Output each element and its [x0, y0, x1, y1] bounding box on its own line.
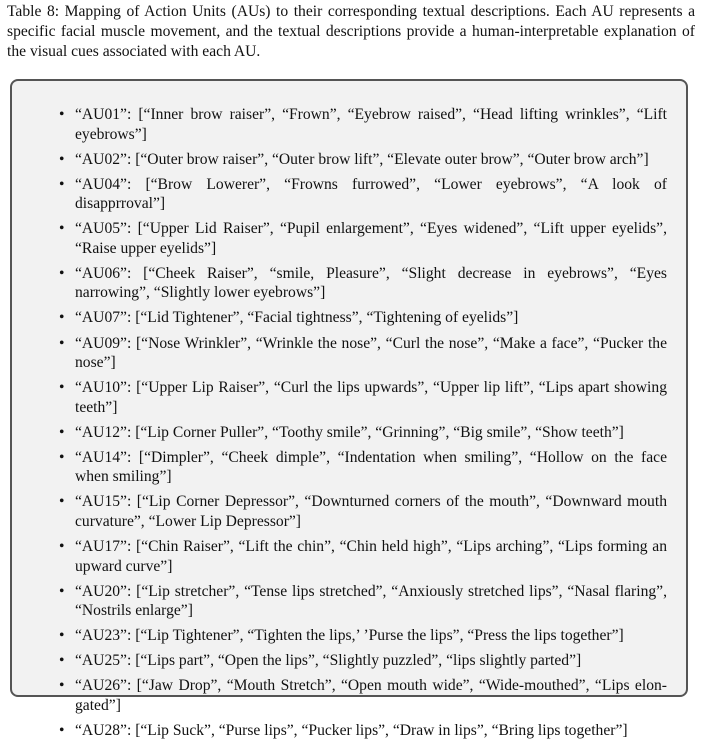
bullet-icon: •	[59, 538, 65, 556]
bullet-icon: •	[59, 582, 65, 600]
list-item	[59, 150, 667, 170]
list-item	[59, 219, 667, 258]
bullet-icon: •	[59, 334, 65, 352]
list-item	[59, 423, 667, 443]
item-text: “AU10”: [“Upper Lip Raiser”, “Curl the lips upwards”, “Upper lip lift”, “Lips apart showing teeth”]	[75, 379, 667, 416]
au-list	[59, 105, 667, 746]
list-item	[59, 492, 667, 531]
bullet-icon: •	[59, 448, 65, 466]
bullet-icon: •	[59, 220, 65, 238]
bullet-icon: •	[59, 677, 65, 695]
bullet-icon: •	[59, 175, 65, 193]
item-text: “AU05”: [“Upper Lid Raiser”, “Pupil enlargement”, “Eyes widened”, “Lift upper eyelids”, “Raise upper eyelids”]	[75, 220, 667, 257]
bullet-icon: •	[59, 106, 65, 123]
table-caption: Table 8: Mapping of Action Units (AUs) to their corresponding textual descriptions. Each AU represents a specific facial muscle movement, and the textual descriptions provide a human-interpretable explanation of the visual cues associated with each AU.	[7, 3, 695, 60]
item-text: “AU20”: [“Lip stretcher”, “Tense lips stretched”, “Anxiously stretched lips”, “Nasal flaring”, “Nostrils enlarge”]	[75, 582, 667, 620]
bullet-icon: •	[59, 379, 65, 397]
item-text: “AU06”: [“Cheek Raiser”, “smile, Pleasure”, “Slight decrease in eyebrows”, “Eyes narrowing”, “Slightly lower eyebrows”]	[75, 264, 667, 302]
bullet-icon: •	[59, 423, 65, 441]
au-mapping-box	[10, 79, 688, 739]
item-text: “AU23”: [“Lip Tightener”, “Tighten the lips,’ ’Purse the lips”, “Press the lips together”]	[75, 627, 624, 645]
item-text: “AU01”: [“Inner brow raiser”, “Frown”, “Eyebrow raised”, “Head lifting wrinkles”, “Lift eyebrows”]	[75, 106, 667, 143]
item-text: “AU02”: [“Outer brow raiser”, “Outer brow lift”, “Elevate outer brow”, “Outer brow arch”]	[75, 150, 649, 168]
item-text: “AU14”: [“Dimpler”, “Cheek dimple”, “Indentation when smiling”, “Hollow on the face when smiling”]	[75, 448, 667, 486]
list-item	[59, 105, 667, 144]
bullet-icon: •	[59, 627, 65, 645]
list-item	[59, 264, 667, 303]
list-item	[59, 175, 667, 214]
list-item	[59, 308, 667, 328]
item-text: “AU26”: [“Jaw Drop”, “Mouth Stretch”, “Open mouth wide”, “Wide-mouthed”, “Lips elongated”]	[75, 677, 667, 714]
bullet-icon: •	[59, 264, 65, 282]
bullet-icon: •	[59, 652, 65, 670]
item-text: “AU25”: [“Lips part”, “Open the lips”, “Slightly puzzled”, “lips slightly parted”]	[75, 652, 582, 670]
item-text: “AU09”: [“Nose Wrinkler”, “Wrinkle the nose”, “Curl the nose”, “Make a face”, “Pucker the nose”]	[75, 334, 667, 372]
bullet-icon: •	[59, 150, 65, 168]
item-text: “AU15”: [“Lip Corner Depressor”, “Downturned corners of the mouth”, “Downward mouth curvature”, “Lower Lip Depressor”]	[75, 493, 667, 530]
list-item	[59, 582, 667, 621]
list-item	[59, 651, 667, 671]
item-text: “AU17”: [“Chin Raiser”, “Lift the chin”, “Chin held high”, “Lips arching”, “Lips forming an upward curve”]	[75, 538, 667, 575]
item-text: “AU12”: [“Lip Corner Puller”, “Toothy smile”, “Grinning”, “Big smile”, “Show teeth”]	[75, 423, 624, 441]
list-item	[59, 537, 667, 576]
list-item	[59, 721, 667, 741]
list-item	[59, 676, 667, 715]
list-item	[59, 626, 667, 646]
list-item	[59, 448, 667, 487]
list-item	[59, 378, 667, 417]
item-text: “AU04”: [“Brow Lowerer”, “Frowns furrowed”, “Lower eyebrows”, “A look of disapprroval”]	[75, 175, 667, 213]
item-text: “AU07”: [“Lid Tightener”, “Facial tightness”, “Tightening of eyelids”]	[75, 309, 519, 327]
bullet-icon: •	[59, 722, 65, 739]
bullet-icon: •	[59, 493, 65, 511]
list-item	[59, 334, 667, 373]
bullet-icon: •	[59, 309, 65, 327]
item-text: “AU28”: [“Lip Suck”, “Purse lips”, “Pucker lips”, “Draw in lips”, “Bring lips together”]	[75, 722, 628, 739]
